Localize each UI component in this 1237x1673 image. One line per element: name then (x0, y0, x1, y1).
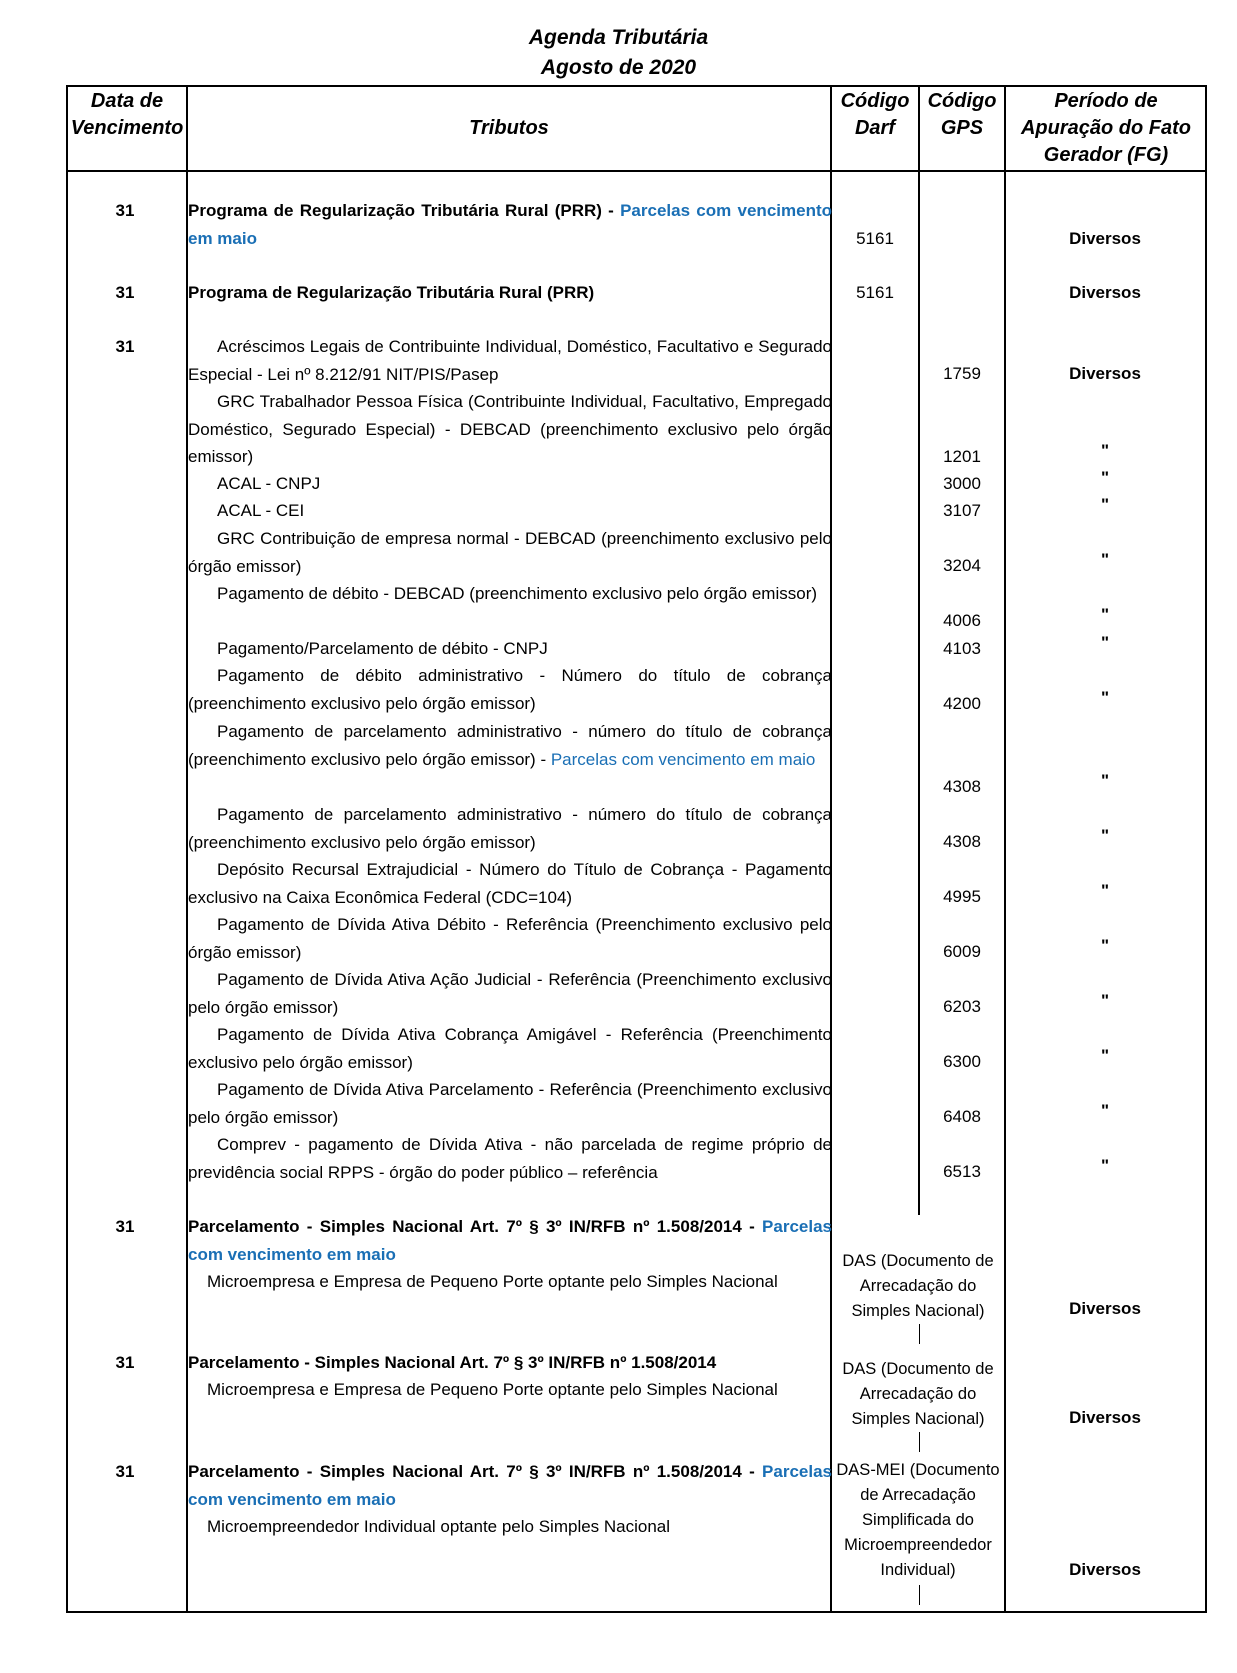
gps-item-description: Pagamento de débito administrativo - Número do título de cobrança (preenchimento exclusivo pelo órgão emissor) (188, 666, 832, 713)
gps-code: 3107 (943, 501, 981, 520)
row-sub-description: Microempresa e Empresa de Pequeno Porte optante pelo Simples Nacional (207, 1272, 778, 1291)
gps-item-description: Pagamento de Dívida Ativa Ação Judicial - Referência (Preenchimento exclusivo pelo órgão emissor) (188, 970, 832, 1017)
gps-periodo: " (1100, 826, 1110, 845)
row-note: Parcelas com vencimento em maio (188, 201, 832, 248)
gps-code: 6513 (943, 1162, 981, 1181)
gps-periodo: " (1100, 1046, 1110, 1065)
row-periodo: Diversos (1069, 1299, 1141, 1318)
gps-periodo: " (1100, 633, 1110, 652)
gps-periodo: Diversos (1069, 364, 1141, 383)
gps-periodo: " (1100, 881, 1110, 900)
gps-periodo: " (1100, 991, 1110, 1010)
row-darf-code: 5161 (856, 229, 894, 248)
row-periodo: Diversos (1069, 229, 1141, 248)
gps-item-description: ACAL - CNPJ (217, 474, 321, 493)
row-periodo: Diversos (1069, 1408, 1141, 1427)
row-das-code: DAS (Documento de Arrecadação do Simples Nacional) (842, 1360, 994, 1428)
gps-code: 3000 (943, 474, 981, 493)
row-das-code: DAS (Documento de Arrecadação do Simples Nacional) (842, 1252, 994, 1320)
column-tick (919, 1585, 920, 1605)
row-description: Programa de Regularização Tributária Rural (PRR) - Parcelas com vencimento em maio (188, 201, 832, 248)
gps-periodo: " (1100, 688, 1110, 707)
gps-code: 6009 (943, 942, 981, 961)
gps-item-description: Pagamento de Dívida Ativa Cobrança Amigável - Referência (Preenchimento exclusivo pelo órgão emissor) (188, 1025, 832, 1072)
gps-item-description: Depósito Recursal Extrajudicial - Número do Título de Cobrança - Pagamento exclusivo na Caixa Econômica Federal (CDC=104) (188, 860, 832, 907)
row-date: 31 (115, 283, 135, 302)
gps-code: 6203 (943, 997, 981, 1016)
document-title: Agenda Tributária (528, 26, 709, 49)
row-date: 31 (115, 1217, 135, 1236)
gps-item-description: Pagamento de parcelamento administrativo - número do título de cobrança (preenchimento exclusivo pelo órgão emissor) (188, 805, 832, 852)
gps-code: 6408 (943, 1107, 981, 1126)
gps-item-description: Comprev - pagamento de Dívida Ativa - não parcelada de regime próprio de previdência social RPPS - órgão do poder público – referência (188, 1135, 832, 1182)
gps-code: 4995 (943, 887, 981, 906)
column-tick (919, 1432, 920, 1452)
gps-code: 4103 (943, 639, 981, 658)
gps-code: 4308 (943, 832, 981, 851)
gps-item-description: GRC Trabalhador Pessoa Física (Contribuinte Individual, Facultativo, Empregado Doméstico, Segurado Especial) - DEBCAD (preenchimento exclusivo pelo órgão emissor) (188, 392, 832, 466)
gps-item-description: Pagamento de Dívida Ativa Débito - Referência (Preenchimento exclusivo pelo órgão emissor) (188, 915, 832, 962)
row-description: Parcelamento - Simples Nacional Art. 7º § 3º IN/RFB nº 1.508/2014 (188, 1353, 717, 1372)
gps-periodo: " (1100, 936, 1110, 955)
gps-code: 4200 (943, 694, 981, 713)
gps-code: 6300 (943, 1052, 981, 1071)
gps-periodo: " (1100, 1156, 1110, 1175)
row-sub-description: Microempresa e Empresa de Pequeno Porte optante pelo Simples Nacional (207, 1380, 778, 1399)
gps-item-description: GRC Contribuição de empresa normal - DEBCAD (preenchimento exclusivo pelo órgão emissor) (188, 529, 832, 576)
column-tick (919, 1324, 920, 1344)
row-note: Parcelas com vencimento em maio (188, 1462, 832, 1509)
row-periodo: Diversos (1069, 1560, 1141, 1579)
gps-code: 1759 (943, 364, 981, 383)
row-periodo: Diversos (1069, 283, 1141, 302)
gps-periodo: " (1100, 495, 1110, 514)
gps-periodo: " (1100, 441, 1110, 460)
gps-code: 3204 (943, 556, 981, 575)
gps-item-description: Pagamento de Dívida Ativa Parcelamento - Referência (Preenchimento exclusivo pelo órgão emissor) (188, 1080, 832, 1127)
header-tributos: Tributos (469, 117, 549, 139)
gps-item-description: Pagamento de parcelamento administrativo - número do título de cobrança (preenchimento exclusivo pelo órgão emissor) - Parcelas com vencimento em maio (188, 722, 832, 769)
header-divider (66, 170, 1207, 172)
row-sub-description: Microempreendedor Individual optante pelo Simples Nacional (207, 1517, 671, 1536)
header-date: Data de Vencimento (70, 90, 184, 139)
gps-item-description: ACAL - CEI (217, 501, 305, 520)
row-description: Programa de Regularização Tributária Rural (PRR) (188, 283, 595, 302)
header-darf: Código Darf (840, 90, 910, 139)
gps-periodo: " (1100, 771, 1110, 790)
gps-periodo: " (1100, 1101, 1110, 1120)
row-darf-code: 5161 (856, 283, 894, 302)
row-date: 31 (115, 201, 135, 220)
gps-periodo: " (1100, 468, 1110, 487)
row-date: 31 (115, 1353, 135, 1372)
gps-item-note: Parcelas com vencimento em maio (550, 749, 816, 769)
header-periodo: Período de Apuração do Fato Gerador (FG) (1020, 90, 1191, 166)
gps-periodo: " (1100, 605, 1110, 624)
gps-item-description: Acréscimos Legais de Contribuinte Individual, Doméstico, Facultativo e Segurado Especial - Lei nº 8.212/91 NIT/PIS/Pasep (188, 337, 832, 384)
row-date: 31 (115, 1462, 135, 1481)
gps-code: 1201 (943, 447, 981, 466)
row-description: Parcelamento - Simples Nacional Art. 7º § 3º IN/RFB nº 1.508/2014 - Parcelas com vencimento em maio (188, 1462, 832, 1509)
document-subtitle: Agosto de 2020 (540, 56, 697, 79)
row-das-code: DAS-MEI (Documento de Arrecadação Simplificada do Microempreendedor Individual) (836, 1461, 1000, 1579)
gps-periodo: " (1100, 550, 1110, 569)
row-description: Parcelamento - Simples Nacional Art. 7º § 3º IN/RFB nº 1.508/2014 - Parcelas com vencimento em maio (188, 1217, 832, 1264)
header-gps: Código GPS (927, 90, 997, 139)
gps-item-description: Pagamento/Parcelamento de débito - CNPJ (217, 639, 548, 658)
gps-code: 4308 (943, 777, 981, 796)
gps-code: 4006 (943, 611, 981, 630)
row-note: Parcelas com vencimento em maio (188, 1217, 832, 1264)
gps-item-description: Pagamento de débito - DEBCAD (preenchimento exclusivo pelo órgão emissor) (217, 584, 818, 603)
row-date: 31 (115, 337, 135, 356)
